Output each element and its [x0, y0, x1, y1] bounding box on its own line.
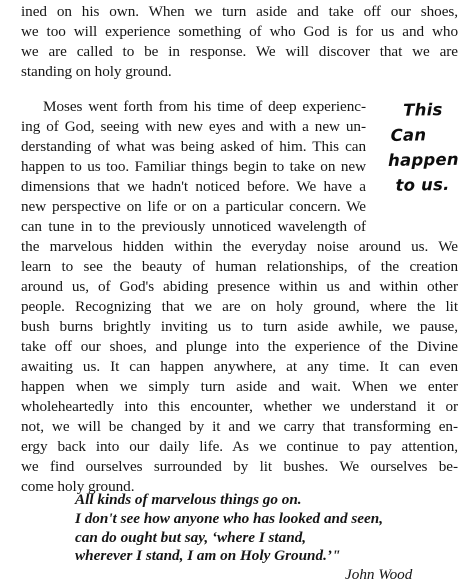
paragraph-1-line: we are called to be in response. We will discover that we are	[21, 43, 458, 60]
paragraph-2-line: happen when we simply turn aside and wait. When we enter	[21, 378, 458, 395]
paragraph-2-line: we find ourselves surrounded by lit bushes. We ourselves be-	[21, 458, 458, 475]
quote-line: All kinds of marvelous things go on.	[75, 491, 302, 508]
quote-line: I don't see how anyone who has looked and seen,	[75, 509, 384, 527]
paragraph-2-line: derstanding of what was being asked of him. This can	[21, 138, 366, 155]
paragraph-1-line: ined on his own. When we turn aside and take off our shoes,	[21, 3, 458, 20]
paragraph-2-line: take off our shoes, and plunge into the experience of the Divine	[21, 338, 458, 355]
paragraph-2-line: ergy back into our daily life. As we continue to pay attention,	[21, 438, 458, 455]
paragraph-2-line: learn to see the beauty of human relationships, of the creation	[21, 258, 458, 275]
paragraph-2-line: come holy ground.	[21, 478, 135, 495]
margin-note-line: happen	[387, 149, 459, 171]
paragraph-2-line: bush burns brightly inviting us to turn aside awhile, we pause,	[21, 318, 458, 335]
paragraph-2-line: the marvelous hidden within the everyday noise around us. We	[21, 238, 458, 255]
paragraph-2-line: around us, of God's abiding presence within us and within other	[21, 278, 458, 295]
paragraph-2-line: dimensions that we hadn't noticed before. We have a	[21, 178, 366, 195]
paragraph-2-line: not, we will be changed by it and we carry that transforming en-	[21, 418, 458, 435]
quote-attribution: John Wood	[345, 566, 413, 583]
margin-note-line: to us.	[395, 174, 450, 195]
paragraph-2-line: happen to us too. Familiar things begin to take on new	[21, 158, 366, 175]
paragraph-2-line: awaiting us. It can happen anywhere, at any time. It can even	[21, 358, 458, 375]
quote-block	[75, 491, 383, 566]
paragraph-2-line: Moses went forth from his time of deep experienc-	[43, 98, 366, 115]
margin-note	[388, 97, 466, 198]
quote-line: wherever I stand, I am on Holy Ground.’"	[75, 547, 341, 565]
paragraph-2-line: can tune in to the previously unnoticed wavelength of	[21, 218, 366, 235]
paragraph-2-line: new perspective on life or on a particular concern. We	[21, 198, 366, 215]
margin-note-line: Can	[390, 125, 427, 145]
margin-note-line: This	[403, 100, 443, 120]
paragraph-2-line: ing of God, seeing with new eyes and with a new un-	[21, 118, 366, 135]
paragraph-1-line: we too will experience something of who God is for us and who	[21, 23, 458, 40]
paragraph-2-line: wholeheartedly into this encounter, whether we understand it or	[21, 398, 458, 415]
paragraph-1-line: standing on holy ground.	[21, 63, 172, 80]
quote-line: can do ought but say, ‘where I stand,	[75, 528, 307, 546]
paragraph-2-line: people. Recognizing that we are on holy ground, where the lit	[21, 298, 458, 315]
